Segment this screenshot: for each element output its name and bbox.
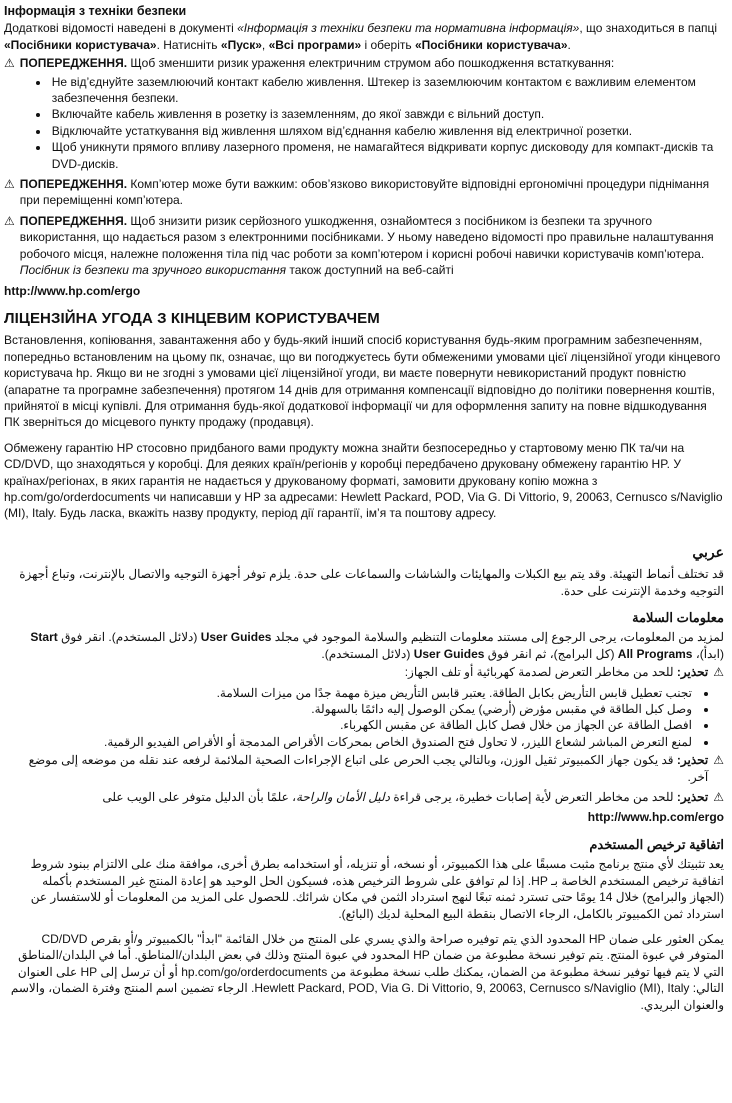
warning-label: ПОПЕРЕДЖЕННЯ. [19,177,128,192]
bullet-item: • افصل الطاقة عن الجهاز من خلال فصل كابل الطاقة عن مقبس الكهرباء. [6,717,694,733]
arabic-section [4,544,724,1013]
ar-eula-paragraph-1: يعد تثبيتك لأي منتج برنامج مثبت مسبقًا على هذا الكمبيوتر، أو نسخه، أو تنزيله، أو استخدامه بطرق أخرى، موافقة منك على الالتزام ببنود شروط اتفاقية ترخيص المستخدم الخاصة بـ HP. إذا لم توافق على شروط الترخيص هذه، فسيكون الحل الوحيد هو إعادة المنتج غير المستخدم بأكمله (الجهاز والبرامج) خلال 14 يومًا حتى تسترد ثمنه تبعًا لنهج استرداد الثمن في مكان شرائك. للحصول على المزيد من المعلومات أو للاستفسار عن استرداد ثمن الكمبيوتر بالكامل، الرجاء الاتصال بنقطة البيع المحلية لديك (البائع). [30,857,724,921]
warning-body [20,55,724,174]
text-run: Щоб зменшити ризик ураження електричним струмом або пошкодження встаткування: [127,56,615,71]
text-run: , що знаходиться в папці [579,21,718,36]
warning-icon: ⚠ [713,753,724,768]
text-run: ، علمًا بأن الدليل متوفر على الويب على [102,790,296,805]
warning-icon: ⚠ [4,213,15,228]
ua-intro-paragraph [4,20,724,53]
user-guides-name: User Guides [200,630,272,645]
warning-icon: ⚠ [4,56,15,71]
text-run: للحد من مخاطر التعرض لأية إصابات خطيرة، يرجى قراءة [390,790,677,805]
ua-warning-electric [4,55,724,174]
ar-safety-title: معلومات السلامة [632,610,724,625]
warning-head [6,664,708,680]
text-run: також доступний на веб-сайті [286,263,454,278]
ar-section-title: عربي [692,543,724,560]
ar-ergo-url [6,809,724,825]
warning-head [20,176,724,209]
warning-label: تحذير: [676,790,709,805]
bullet-item: • Включайте кабель живлення в розетку із заземленням, до якої завжди є вільний доступ. [50,106,724,122]
text-run: للحد من مخاطر التعرض لصدمة كهربائية أو تلف الجهاز: [404,665,677,680]
text-run: , [261,37,269,52]
start-menu-name: Start [30,630,58,645]
ua-eula-paragraph-1: Встановлення, копіювання, завантаження або у будь-який інший спосіб користування будь-яким програмним забезпеченням, попередньо встановленим на цьому пк, означає, що ви погоджуєтесь бути обмеженими умовами цієї ліцензійної угоди кінцевого користувача hp. Якщо ви не згодні з умовами цієї ліцензійної угоди, ви маєте повернути невикористаний продукт повністю (апаратне та програмне забезпечення) протягом 14 днів для отримання компенсації відповідно до політики повернення коштів, прийнятої в місці купівлі. Для отримання будь-якої додаткової інформації чи для оформлення запиту на повне відшкодування ПК зверніться до місцевого пункту продажу (продавця). [4,333,721,430]
warning-body [20,213,724,281]
warning-body [6,752,708,787]
text-run: . Натисніть [156,37,221,52]
ua-safety-title: Інформація з техніки безпеки [4,4,187,18]
doc-title-italic: «Інформація з техніки безпеки та нормативна інформація» [237,21,580,36]
ar-warning-electric [6,664,724,682]
bullet-item: • تجنب تعطيل قابس التأريض بكابل الطاقة. يعتبر قابس التأريض ميزة مهمة جدًا من ميزات السلامة. [6,685,694,701]
warning-head [20,213,724,279]
warning-icon: ⚠ [713,665,724,680]
warning-body [6,789,708,807]
ar-warning-heavy [6,752,724,787]
ar-warning-ergo [6,789,724,807]
text-run: Щоб знизити ризик серйозного ушкодження, ознайомтеся з посібником із безпеки та зручного використання, що надається разом з електронними посібниками. У ньому наведено відомості про правильне налаштування робочого місця, належне положення тіла під час роботи за комп’ютером і корисні робочі навички користувачів комп’ютера. [19,213,714,261]
warning-icon: ⚠ [713,790,724,805]
ua-eula-title: ЛІЦЕНЗІЙНА УГОДА З КІНЦЕВИМ КОРИСТУВАЧЕМ [4,309,380,327]
start-menu-name: «Пуск» [220,37,262,52]
ar-eula-paragraph-2: يمكن العثور على ضمان HP المحدود الذي يتم توفيره صراحة والذي يسري على المنتج من خلال القائمة "ابدأ" بالكمبيوتر و/أو بقرص CD/DVD المتوفر في عبوة المنتج. يتم توفير نسخة مطبوعة من ضمان HP المحدود في عبوة المنتج وذلك في بعض البلدان/المناطق. أما في البلدان/المناطق التي لا يتم فيها توفير نسخة مطبوعة من الضمان، يمكنك طلب نسخة مطبوعة من hp.com/go/orderdocuments أو أن ترسل إلى HP على العنوان التالي: Hewlett Packard, POD, Via G. Di Vittorio, 9, 20063, Cernusco s/Naviglio (MI), Italy. الرجاء تضمين اسم المنتج وفترة الضمان، والاسم والعنوان البريدي. [10,931,724,1012]
text-run: Комп’ютер може бути важким: обов’язково використовуйте відповідні ергономічні процедури піднімання при переміщенні комп’ютера. [19,177,710,208]
warning-head [6,752,708,785]
warning-body [6,664,708,682]
guide-title-italic: دليل الأمان والراحة [295,790,391,805]
warning-bullet-list [20,74,724,172]
text-run: (دلائل المستخدم). [321,646,414,661]
warning-label: ПОПЕРЕДЖЕННЯ. [19,56,128,71]
ua-eula-paragraph-2: Обмежену гарантію HP стосовно придбаного вами продукту можна знайти безпосередньо у стартовому меню ПК та/чи на CD/DVD, що знаходяться у коробці. Для деяких країн/регіонів у коробці передбачено друковану обмежену гарантію HP. У країнах/регіонах, в яких гарантія не надається у друкованому форматі, замовити друковану копію можна з hp.com/go/orderdocuments чи написавши у HP за адресами: Hewlett Packard, POD, Via G. Di Vittorio, 9, 20063, Cernusco s/Naviglio (MI), Italy. Будь ласка, вкажіть назву продукту, період дії гарантії, ім’я та поштову адресу. [4,440,723,521]
ar-info-paragraph [6,629,724,662]
ergo-url-text: http://www.hp.com/ergo [587,810,724,825]
text-run: (دلائل المستخدم). انقر فوق [57,630,201,645]
ar-warning-bullet-list [6,685,724,751]
all-programs-name: «Всі програми» [268,37,362,52]
warning-head [20,55,724,71]
folder-name: «Посібники користувача» [4,37,157,52]
ukrainian-section [4,3,724,522]
guide-title-italic: Посібник із безпеки та зручного використання [19,263,287,278]
ar-intro-paragraph: قد تختلف أنماط التهيئة. وقد يتم بيع الكبلات والمهايئات والشاشات والسماعات على حدة. يلزم توفر أجهزة التوجيه والاتصال بالإنترنت، وتباع أجهزة التوجيه وخدمة الإنترنت على حدة. [19,567,724,598]
user-guides-name: User Guides [413,646,485,661]
warning-head [6,789,708,805]
bullet-item: • لمنع التعرض المباشر لشعاع الليزر، لا تحاول فتح الصندوق الخاص بمحركات الأقراص المدمجة أو الأقراص الفيديو الرقمية. [6,734,694,750]
bullet-item: • Не від’єднуйте заземлюючий контакт кабелю живлення. Штекер із заземлюючим контактом є важливим елементом забезпечення безпеки. [50,74,724,107]
ar-eula-title: اتفاقية ترخيص المستخدم [589,836,724,852]
all-programs-name: All Programs [617,646,693,661]
ua-warning-heavy [4,176,724,211]
warning-label: تحذير: [676,665,709,680]
warning-label: تحذير: [676,753,709,768]
bullet-item: • Щоб уникнути прямого впливу лазерного променя, не намагайтеся відкривати корпус дисководу для компакт-дисків та DVD-дисків. [50,139,724,172]
bullet-item: • Відключайте устаткування від живлення шляхом від’єднання кабелю живлення від електричної розетки. [50,123,724,139]
warning-label: ПОПЕРЕДЖЕННЯ. [19,213,128,228]
ua-warning-ergo [4,213,724,281]
text-run: Додаткові відомості наведені в документі [4,21,238,36]
bullet-item: • وصل كبل الطاقة في مقبس مؤرض (أرضي) يمكن الوصول إليه دائمًا بالسهولة. [6,701,694,717]
text-run: (ابدأ)، [692,646,724,661]
text-run: . [567,37,571,52]
warning-icon: ⚠ [4,177,15,192]
text-run: لمزيد من المعلومات، يرجى الرجوع إلى مستند معلومات التنظيم والسلامة الموجود في مجلد [271,630,724,645]
text-run: قد يكون جهاز الكمبيوتر ثقيل الوزن، وبالتالي يجب الحرص على اتباع الإجراءات الصحية الملائمة لرفعه عند نقله من موضعه إلى موضع آخر. [28,753,709,784]
warning-body [20,176,724,211]
folder-name: «Посібники користувача» [414,37,568,52]
ua-ergo-url: http://www.hp.com/ergo [4,283,141,298]
text-run: (كل البرامج)، ثم انقر فوق [484,646,618,661]
text-run: і оберіть [361,37,415,52]
